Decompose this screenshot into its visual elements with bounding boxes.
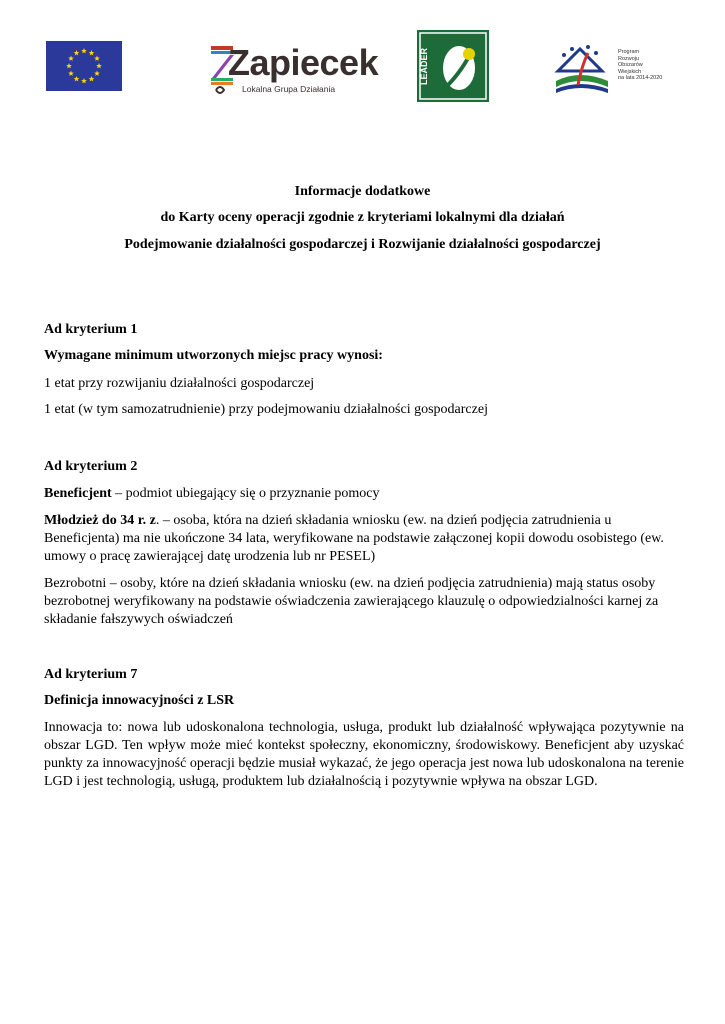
section2-heading: Ad kryterium 2 [44,459,138,474]
zapiecek-name: Zapiecek [228,42,379,83]
zapiecek-subtitle: Lokalna Grupa Działania [242,84,336,94]
prow-line: Wiejskich [618,68,642,75]
bezrobotni-definition: Bezrobotni – osoby, które na dzień składania wniosku (ew. na dzień podjęcia zatrudnienia) mają status osoby bezrobotnej weryfikowany na podstawie oświadczenia zawierającego klauzulę o odpowiedzialności karnej za składanie fałszywych oświadczeń [44,576,659,627]
section1-line1: 1 etat przy rozwijaniu działalności gospodarczej [44,376,315,391]
prow-line: Program [618,49,640,55]
mlodziez-definition [44,512,684,566]
section1-subheading: Wymagane minimum utworzonych miejsc pracy wynosi: [44,348,383,363]
prow-line: na lata 2014-2020 [618,75,663,82]
mlodziez-text: . – osoba, która na dzień składania wniosku (ew. na dzień podjęcia zatrudnienia u Beneficjenta) ma nie ukończone 34 lata, weryfikowane na podstawie załączonej kopii dowodu osobistego (ew. umowy o pracę zawierającej datę urodzenia lub nr PESEL) [44,513,664,564]
prow-line: Obszarów [618,62,643,69]
section1-heading: Ad kryterium 1 [44,322,138,337]
beneficjent-term: Beneficjent [44,486,112,501]
prow-line: Rozwoju [618,55,640,62]
section1-line2: 1 etat (w tym samozatrudnienie) przy podejmowaniu działalności gospodarczej [44,402,488,417]
prow-mark [550,41,616,97]
section3-heading: Ad kryterium 7 [44,667,138,682]
prow-text [618,49,678,82]
innovation-definition: Innowacja to: nowa lub udoskonalona technologia, usługa, produkt lub działalność wpływająca pozytywnie na obszar LGD. Ten wpływ może mieć kontekst społeczny, ekonomiczny, środowiskowy. Beneficjent aby uzyskać punkty za innowacyjność operacji będzie musiał wykazać, że jego operacja jest nowa lub udoskonalona na terenie LGD i jest technologią, usługą, produktem lub działalnością i pozytywnie wpływa na obszar LGD. [44,720,684,789]
doc-title: Informacje dodatkowe [294,184,431,199]
eu-stars [46,41,122,91]
prow-logo [550,41,675,97]
leader-logo [417,30,489,102]
mlodziez-term: Młodzież do 34 r. z [44,513,156,528]
beneficjent-definition [44,485,684,503]
beneficjent-text: – podmiot ubiegający się o przyznanie pomocy [111,486,380,501]
section3-subheading: Definicja innowacyjności z LSR [44,693,235,708]
doc-subtitle: do Karty oceny operacji zgodnie z kryteriami lokalnymi dla działań [160,210,565,225]
doc-subtitle-actions: Podejmowanie działalności gospodarczej i Rozwijanie działalności gospodarczej [124,237,601,252]
zapiecek-logo [208,40,379,102]
leader-text: LEADER [419,47,429,85]
eu-flag-icon [46,41,122,91]
